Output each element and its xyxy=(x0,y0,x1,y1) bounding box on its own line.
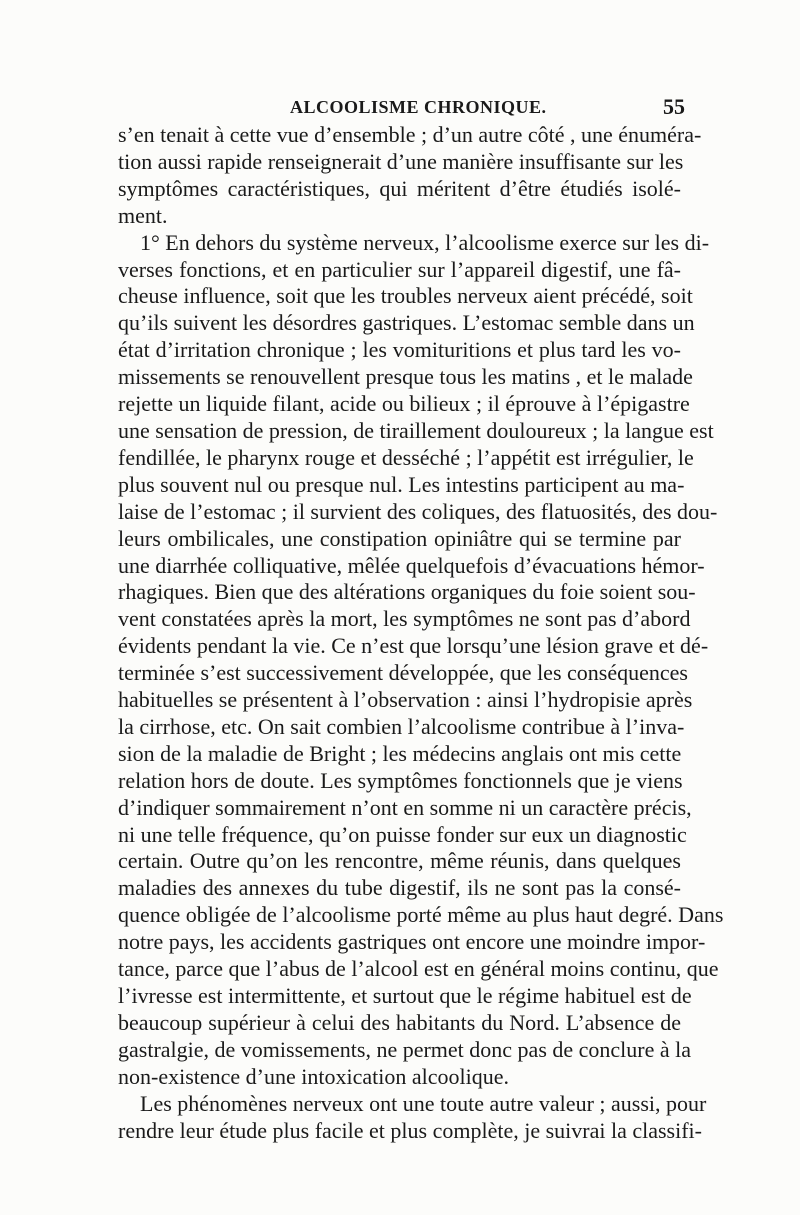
text-line: vent constatées après la mort, les symptômes ne sont pas d’abord xyxy=(118,606,691,632)
text-line: rejette un liquide filant, acide ou bilieux ; il éprouve à l’épigastre xyxy=(118,391,690,417)
text-line: une sensation de pression, de tiraillement douloureux ; la langue est xyxy=(118,417,714,443)
text-line: cheuse influence, soit que les troubles nerveux aient précédé, soit xyxy=(118,283,693,309)
text-line: habituelles se présentent à l’observation : ainsi l’hydropisie après xyxy=(118,687,693,713)
text-line: terminée s’est successivement développée, que les conséquences xyxy=(118,660,688,686)
text-line: leurs ombilicales, une constipation opiniâtre qui se termine par xyxy=(118,525,681,551)
text-line: état d’irritation chronique ; les vomituritions et plus tard les vo- xyxy=(118,337,681,363)
text-line: verses fonctions, et en particulier sur l’appareil digestif, une fâ- xyxy=(118,256,681,282)
text-line: plus souvent nul ou presque nul. Les intestins participent au ma- xyxy=(118,471,685,497)
text-line: évidents pendant la vie. Ce n’est que lorsqu’une lésion grave et dé- xyxy=(118,633,709,659)
text-line: une diarrhée colliquative, mêlée quelquefois d’évacuations hémor- xyxy=(118,552,705,578)
text-line: fendillée, le pharynx rouge et desséché ; l’appétit est irrégulier, le xyxy=(118,444,694,470)
text-line: ni une telle fréquence, qu’on puisse fonder sur eux un diagnostic xyxy=(118,821,687,847)
text-line: quence obligée de l’alcoolisme porté même au plus haut degré. Dans xyxy=(118,902,724,928)
text-line: gastralgie, de vomissements, ne permet donc pas de conclure à la xyxy=(118,1036,692,1062)
text-line: sion de la maladie de Bright ; les médecins anglais ont mis cette xyxy=(118,740,682,766)
text-line: non-existence d’une intoxication alcoolique. xyxy=(118,1063,509,1089)
text-line: beaucoup supérieur à celui des habitants du Nord. L’absence de xyxy=(118,1009,681,1035)
text-line: maladies des annexes du tube digestif, ils ne sont pas la consé- xyxy=(118,875,681,901)
text-line: rhagiques. Bien que des altérations organiques du foie soient sou- xyxy=(118,579,696,605)
body-text xyxy=(118,122,724,1144)
text-line: l’ivresse est intermittente, et surtout que le régime habituel est de xyxy=(118,983,692,1008)
text-line: symptômes caractéristiques, qui méritent d’être étudiés isolé- xyxy=(118,175,681,201)
text-line: la cirrhose, etc. On sait combien l’alcoolisme contribue à l’inva- xyxy=(118,713,685,739)
text-line: laise de l’estomac ; il survient des coliques, des flatuosités, des dou- xyxy=(118,498,718,524)
text-line: s’en tenait à cette vue d’ensemble ; d’un autre côté , une énuméra- xyxy=(118,122,702,147)
text-line: tion aussi rapide renseignerait d’une manière insuffisante sur les xyxy=(118,148,684,174)
text-line: tance, parce que l’abus de l’alcool est en général moins continu, que xyxy=(118,956,719,982)
text-line: qu’ils suivent les désordres gastriques. L’estomac semble dans un xyxy=(118,310,695,336)
text-line: Les phénomènes nerveux ont une toute autre valeur ; aussi, pour xyxy=(140,1090,707,1116)
text-line: ment. xyxy=(118,202,168,228)
page-number: 55 xyxy=(663,94,685,119)
text-line: relation hors de doute. Les symptômes fonctionnels que je viens xyxy=(118,767,683,793)
text-line: notre pays, les accidents gastriques ont encore une moindre impor- xyxy=(118,929,706,955)
running-title: ALCOOLISME CHRONIQUE. xyxy=(290,97,547,117)
text-line: certain. Outre qu’on les rencontre, même réunis, dans quelques xyxy=(118,848,681,874)
text-line: missements se renouvellent presque tous les matins , et le malade xyxy=(118,364,693,390)
text-line: 1° En dehors du système nerveux, l’alcoolisme exerce sur les di- xyxy=(140,229,710,255)
text-line: rendre leur étude plus facile et plus complète, je suivrai la classifi- xyxy=(118,1117,702,1143)
text-line: d’indiquer sommairement n’ont en somme ni un caractère précis, xyxy=(118,794,692,820)
